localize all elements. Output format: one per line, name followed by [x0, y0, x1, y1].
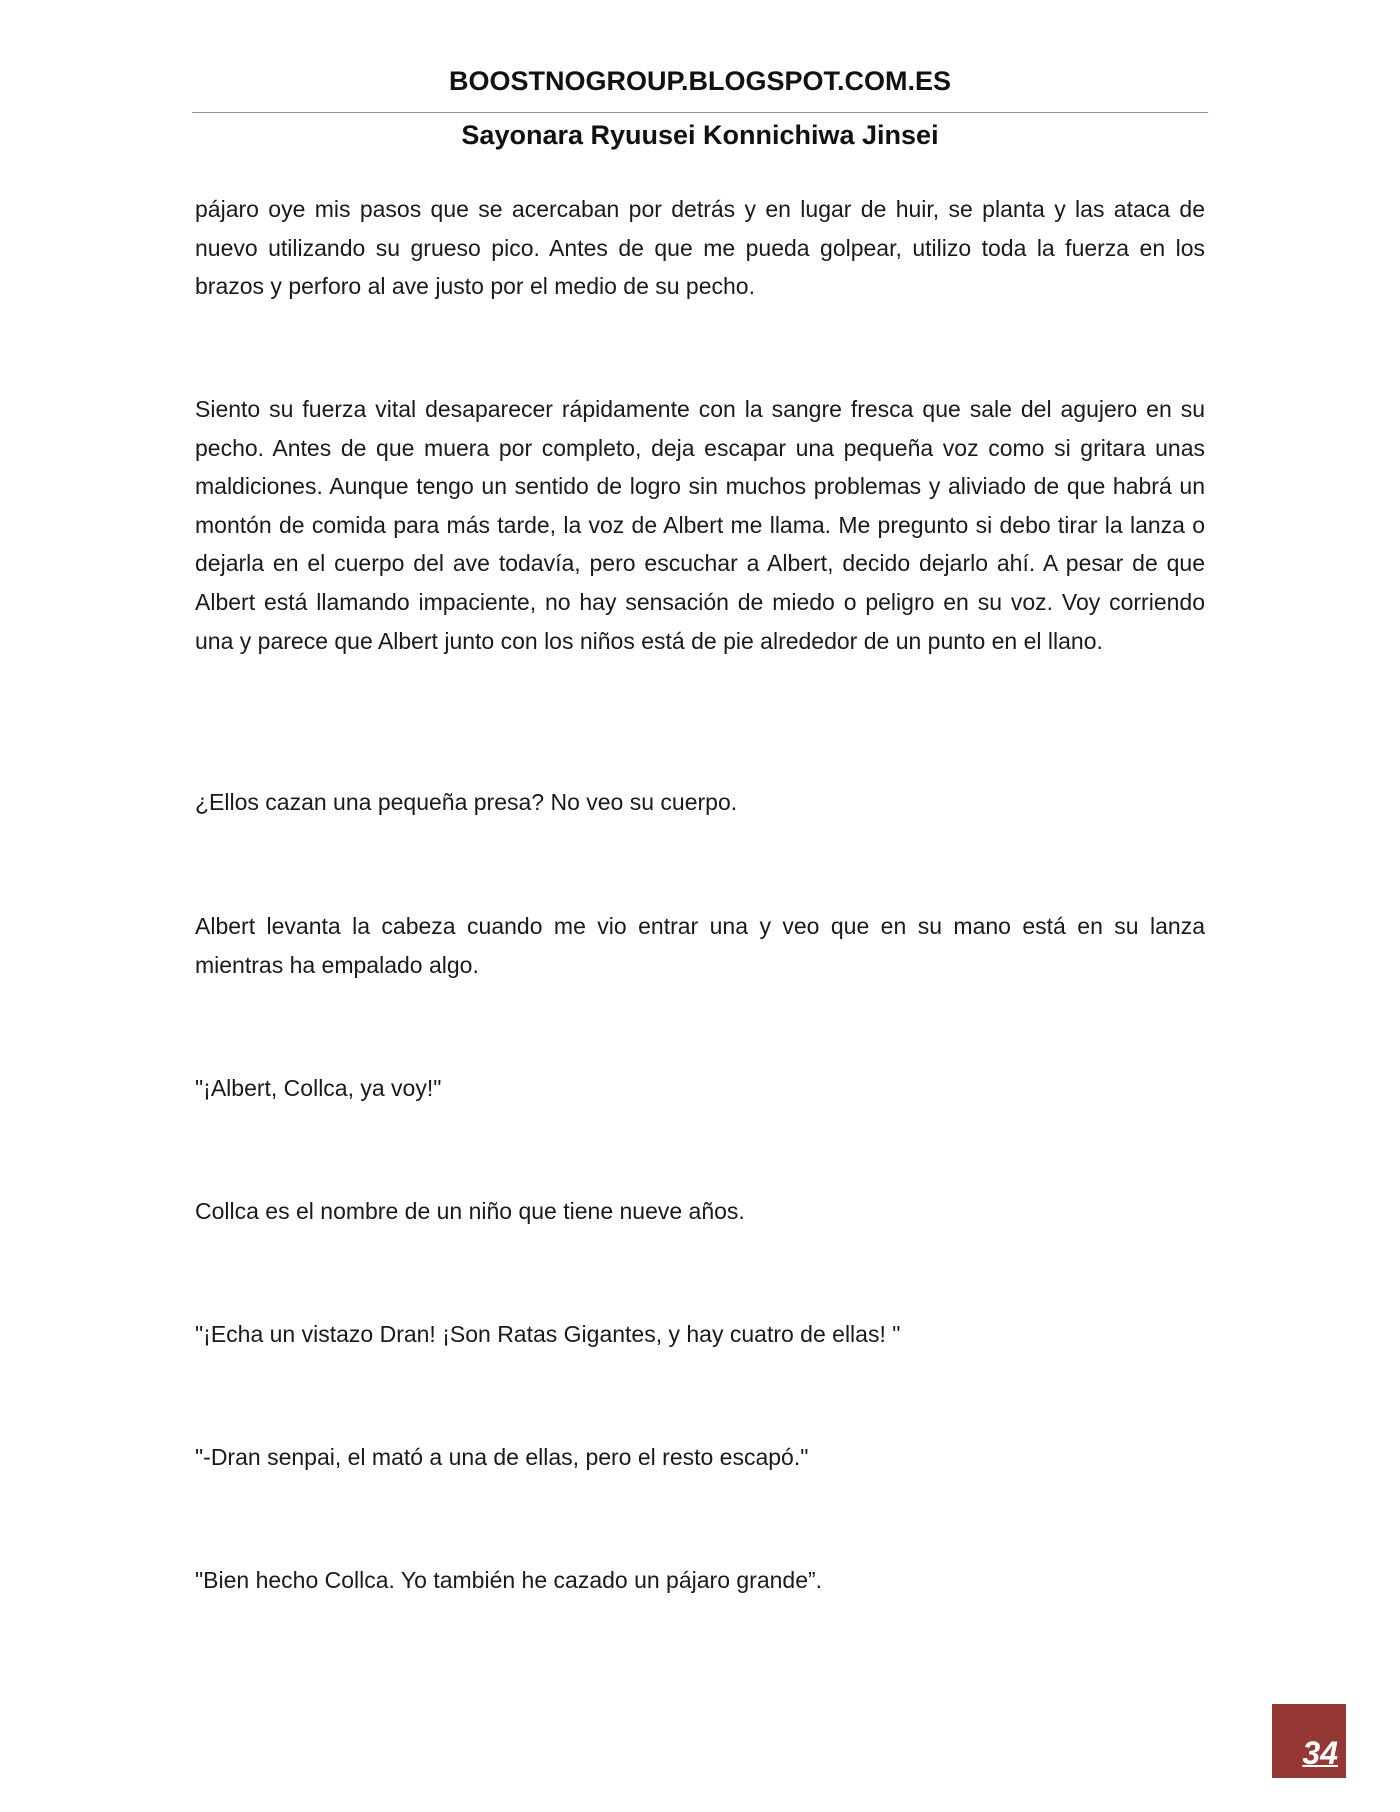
paragraph-5: "¡Albert, Collca, ya voy!" — [195, 1075, 442, 1101]
paragraph-9: "Bien hecho Collca. Yo también he cazado un pájaro grande”. — [195, 1567, 823, 1593]
header-site-name: BOOSTNOGROUP.BLOGSPOT.COM.ES — [448, 66, 952, 96]
paragraph-4: Albert levanta la cabeza cuando me vio entrar una y veo que en su mano está en su lanza mientras ha empalado algo. — [195, 913, 1205, 978]
paragraph-2: Siento su fuerza vital desaparecer rápidamente con la sangre fresca que sale del agujero en su pecho. Antes de que muera por completo, deja escapar una pequeña voz como si gritara unas maldiciones. Aunque tengo un sentido de logro sin muchos problemas y aliviado de que habrá un montón de comida para más tarde, la voz de Albert me llama. Me pregunto si debo tirar la lanza o dejarla en el cuerpo del ave todavía, pero escuchar a Albert, decido dejarlo ahí. A pesar de que Albert está llamando impaciente, no hay sensación de miedo o peligro en su voz. Voy corriendo una y parece que Albert junto con los niños está de pie alrededor de un punto en el llano. — [195, 396, 1205, 654]
page-number-box — [1272, 1704, 1346, 1778]
paragraph-3: ¿Ellos cazan una pequeña presa? No veo su cuerpo. — [195, 789, 738, 815]
paragraph-1: pájaro oye mis pasos que se acercaban por detrás y en lugar de huir, se planta y las ataca de nuevo utilizando su grueso pico. Antes de que me pueda golpear, utilizo toda la fuerza en los brazos y perforo al ave justo por el medio de su pecho. — [195, 196, 1205, 300]
paragraph-6: Collca es el nombre de un niño que tiene nueve años. — [195, 1198, 745, 1224]
header-divider — [192, 112, 1208, 113]
paragraph-8: "-Dran senpai, el mató a una de ellas, pero el resto escapó." — [195, 1444, 809, 1470]
page-number: 34 — [1302, 1735, 1338, 1771]
paragraph-7: "¡Echa un vistazo Dran! ¡Son Ratas Gigantes, y hay cuatro de ellas! " — [195, 1321, 901, 1347]
header-book-title: Sayonara Ryuusei Konnichiwa Jinsei — [461, 120, 939, 150]
